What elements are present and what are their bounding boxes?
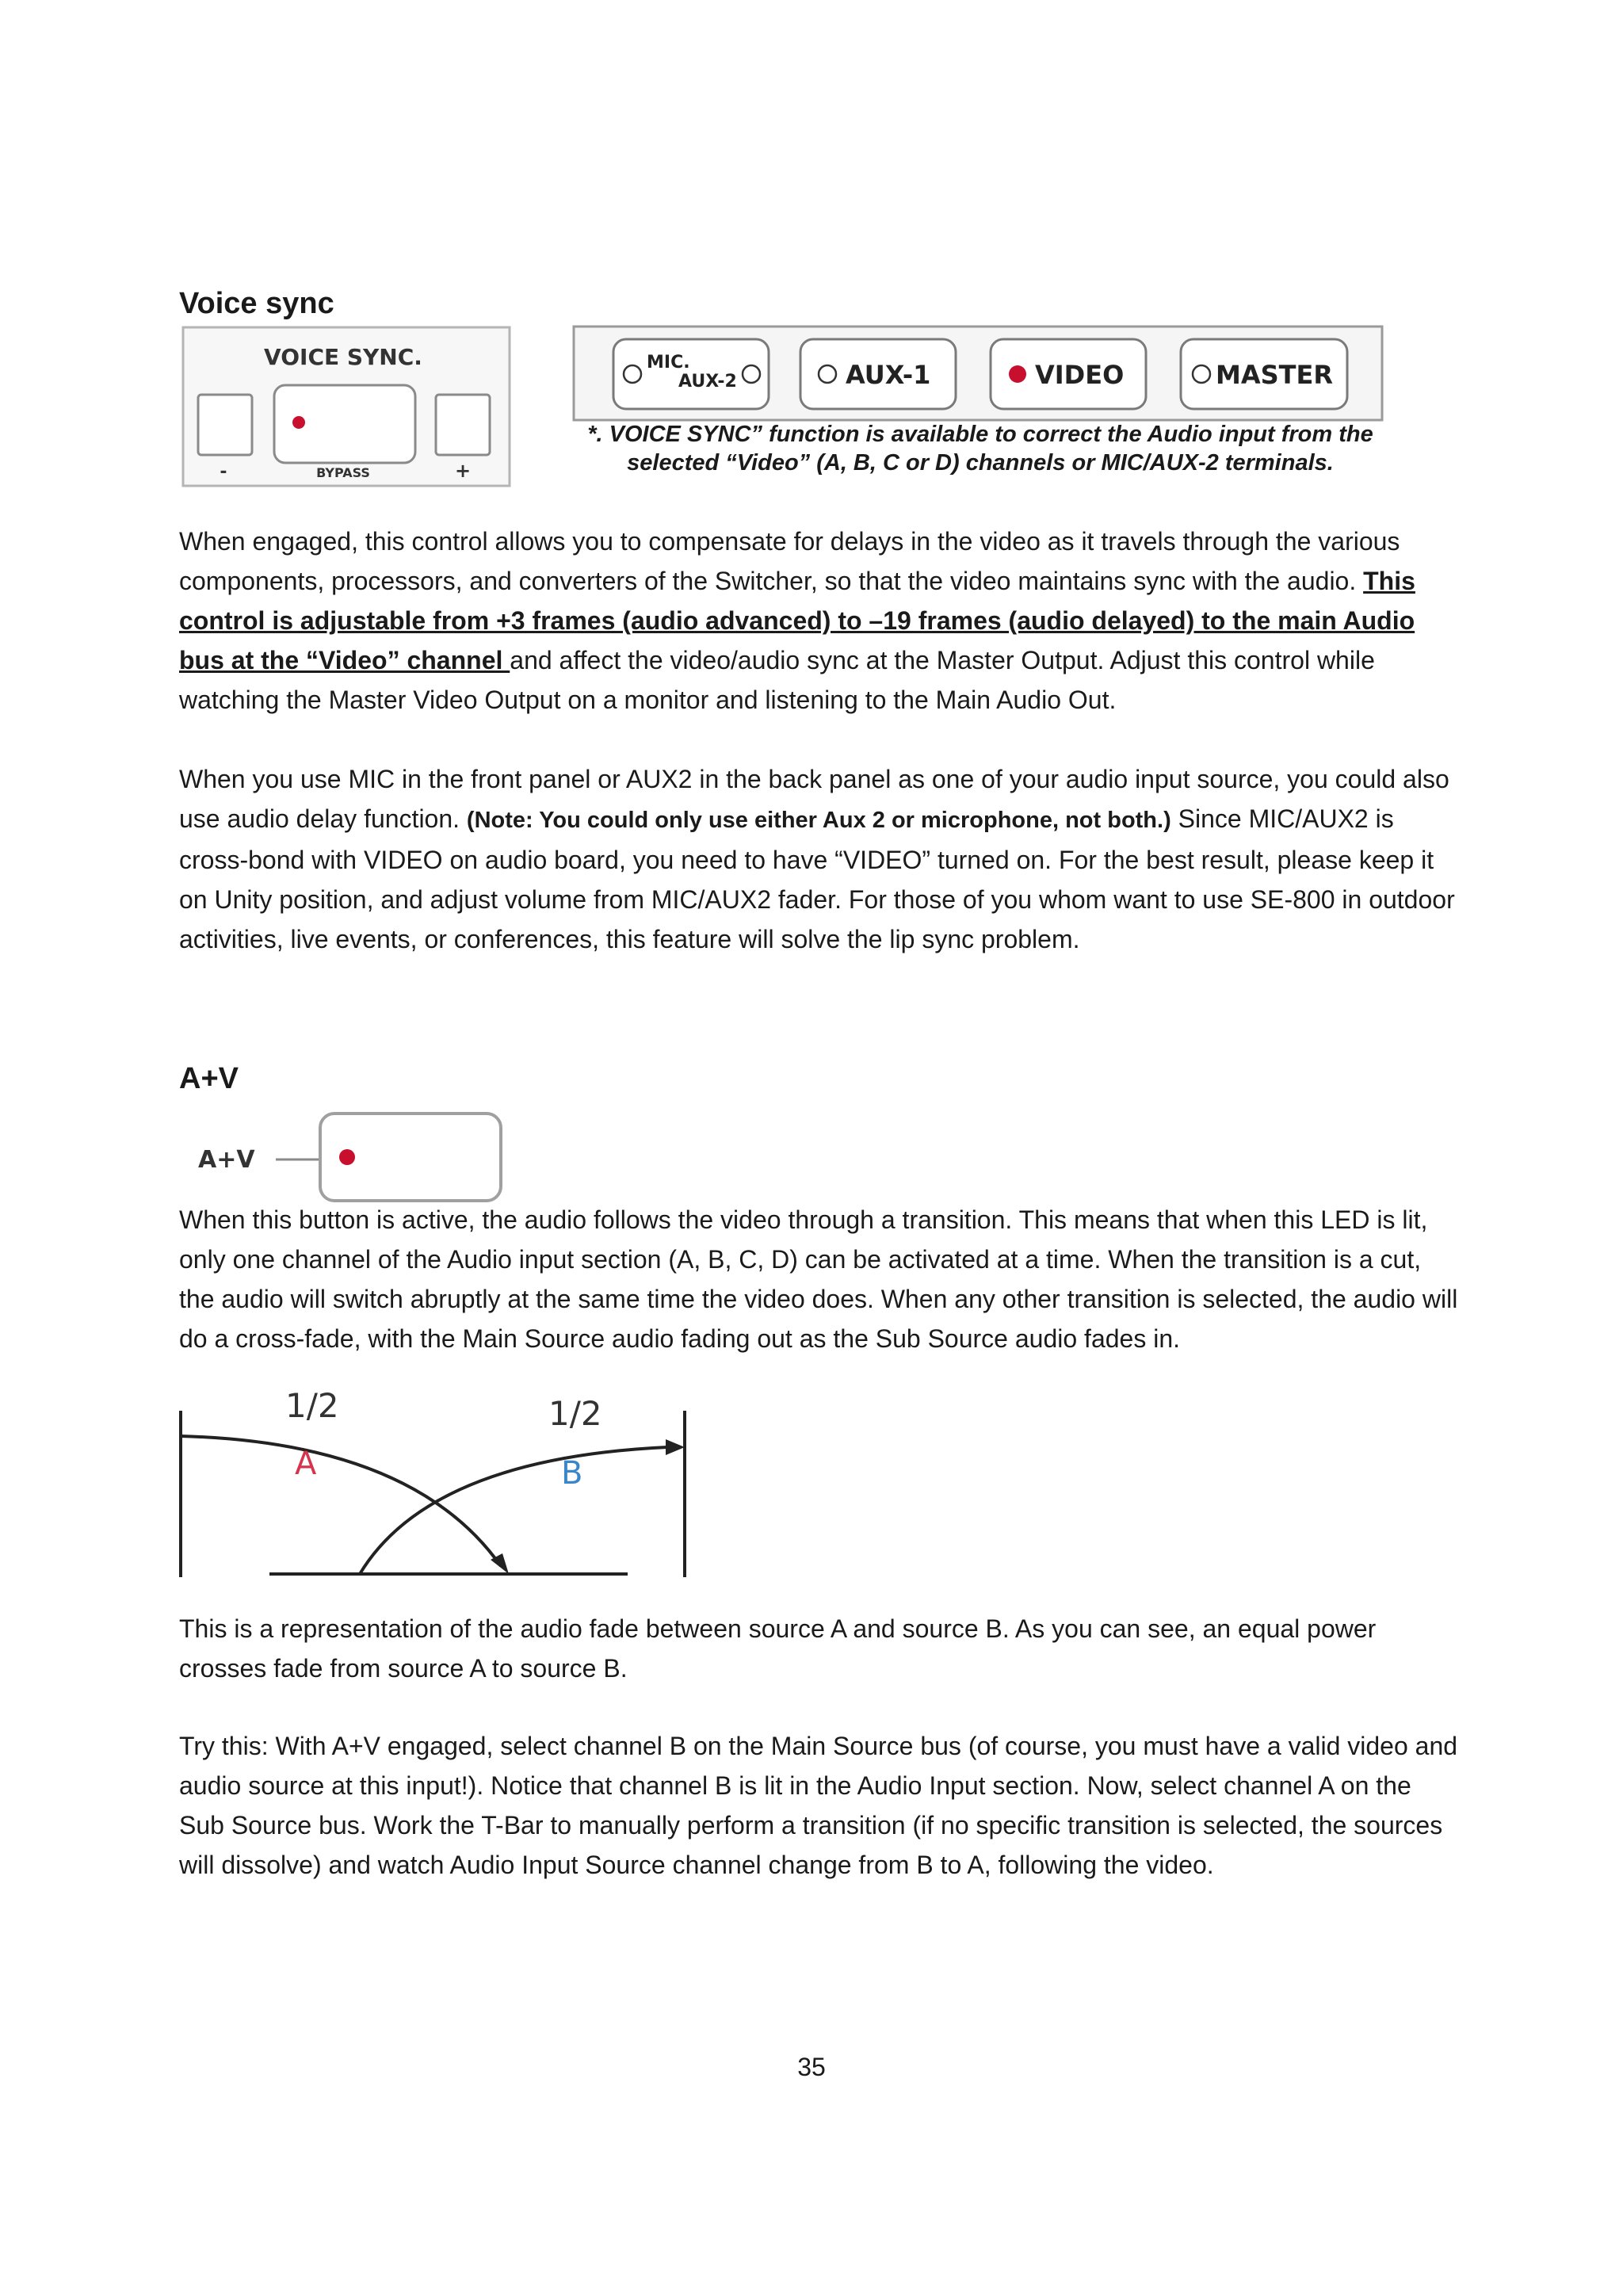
p1-start: When engaged, this control allows you to compensate for delays in the video as it travels through the various components, processors, and converters of the Switcher, so that the video maintains sync with the audio. xyxy=(179,527,1400,595)
voice-sync-paragraph-1 xyxy=(179,521,1463,720)
curve-b xyxy=(360,1447,667,1574)
caption-line-2: selected “Video” (A, B, C or D) channels or MIC/AUX-2 terminals. xyxy=(627,450,1334,476)
p2-end: Since MIC/AUX2 is cross-bond with VIDEO on audio board, you need to have “VIDEO” turned on. For the best result, please keep it on Unity position, and adjust volume from MIC/AUX2 fader. For those of you whom want to use SE-800 in outdoor activities, live events, or conferences, this feature will solve the lip sync problem. xyxy=(179,804,1455,953)
minus-button[interactable] xyxy=(198,395,252,455)
av-button-graphic xyxy=(181,1106,506,1209)
aux1-button[interactable] xyxy=(800,339,956,409)
video-led-icon xyxy=(1009,365,1026,383)
bypass-label: BYPASS xyxy=(316,465,370,480)
master-button[interactable] xyxy=(1181,339,1347,409)
voice-sync-caption xyxy=(572,420,1388,477)
av-paragraph-3: Try this: With A+V engaged, select channel B on the Main Source bus (of course, you must have a valid video and audio source at this input!). Notice that channel B is lit in the Audio Input section. Now, select channel A on the Sub Source bus. Work the T-Bar to manually perform a transition (if no specific transition is selected, the sources will dissolve) and watch Audio Input Source channel change from B to A, following the video. xyxy=(179,1732,1458,1879)
mic-aux2-button[interactable] xyxy=(613,339,769,409)
voice-sync-panel xyxy=(181,325,512,488)
curve-a xyxy=(181,1436,501,1566)
video-button[interactable] xyxy=(991,339,1146,409)
crossfade-diagram xyxy=(176,1379,699,1585)
level-a-label: 1/2 xyxy=(285,1386,339,1425)
voice-sync-heading: Voice sync xyxy=(179,287,334,320)
curve-b-arrowhead xyxy=(666,1439,685,1455)
audio-bus-strip xyxy=(572,325,1384,423)
minus-label: - xyxy=(220,462,227,482)
p2-start: When you use MIC in the front panel or AUX2 in the back panel as one of your audio input source, you could also use audio delay function. xyxy=(179,765,1449,833)
bypass-led-icon xyxy=(292,416,305,429)
aux2-label: AUX-2 xyxy=(678,372,737,392)
master-label: MASTER xyxy=(1216,360,1333,390)
source-b-label: B xyxy=(561,1455,583,1492)
plus-button[interactable] xyxy=(436,395,490,455)
av-led-icon xyxy=(339,1149,355,1165)
av-paragraph-1: When this button is active, the audio follows the video through a transition. This means that when this LED is lit, only one channel of the Audio input section (A, B, C, D) can be activated at a time. When the transition is a cut, the audio will switch abruptly at the same time the video does. When any other transition is selected, the audio will do a cross-fade, with the Main Source audio fading out as the Sub Source audio fades in. xyxy=(179,1205,1458,1353)
video-label: VIDEO xyxy=(1035,360,1125,390)
av-paragraph-2: This is a representation of the audio fade between source A and source B. As you can see, an equal power crosses fade from source A to source B. xyxy=(179,1614,1377,1683)
source-a-label: A xyxy=(295,1446,317,1482)
aux1-label: AUX-1 xyxy=(846,360,931,390)
mic-label: MIC. xyxy=(647,353,690,372)
av-button-label: A+V xyxy=(198,1146,255,1174)
p1-end: and affect the video/audio sync at the Master Output. Adjust this control while watching the Master Video Output on a monitor and listening to the Main Audio Out. xyxy=(179,646,1375,714)
caption-line-1: *. VOICE SYNC” function is available to correct the Audio input from the xyxy=(587,422,1373,447)
page-number: 35 xyxy=(797,2053,826,2081)
p2-note: (Note: You could only use either Aux 2 or microphone, not both.) xyxy=(466,808,1171,833)
p1-underlined: This control is adjustable from +3 frames (audio advanced) to –19 frames (audio delayed) to the main Audio bus at the “Video” channel xyxy=(179,567,1415,674)
plus-label: + xyxy=(454,460,472,482)
level-b-label: 1/2 xyxy=(548,1394,602,1433)
av-heading: A+V xyxy=(179,1062,239,1095)
voice-sync-paragraph-2 xyxy=(179,759,1463,959)
voice-sync-title: VOICE SYNC. xyxy=(264,344,422,370)
